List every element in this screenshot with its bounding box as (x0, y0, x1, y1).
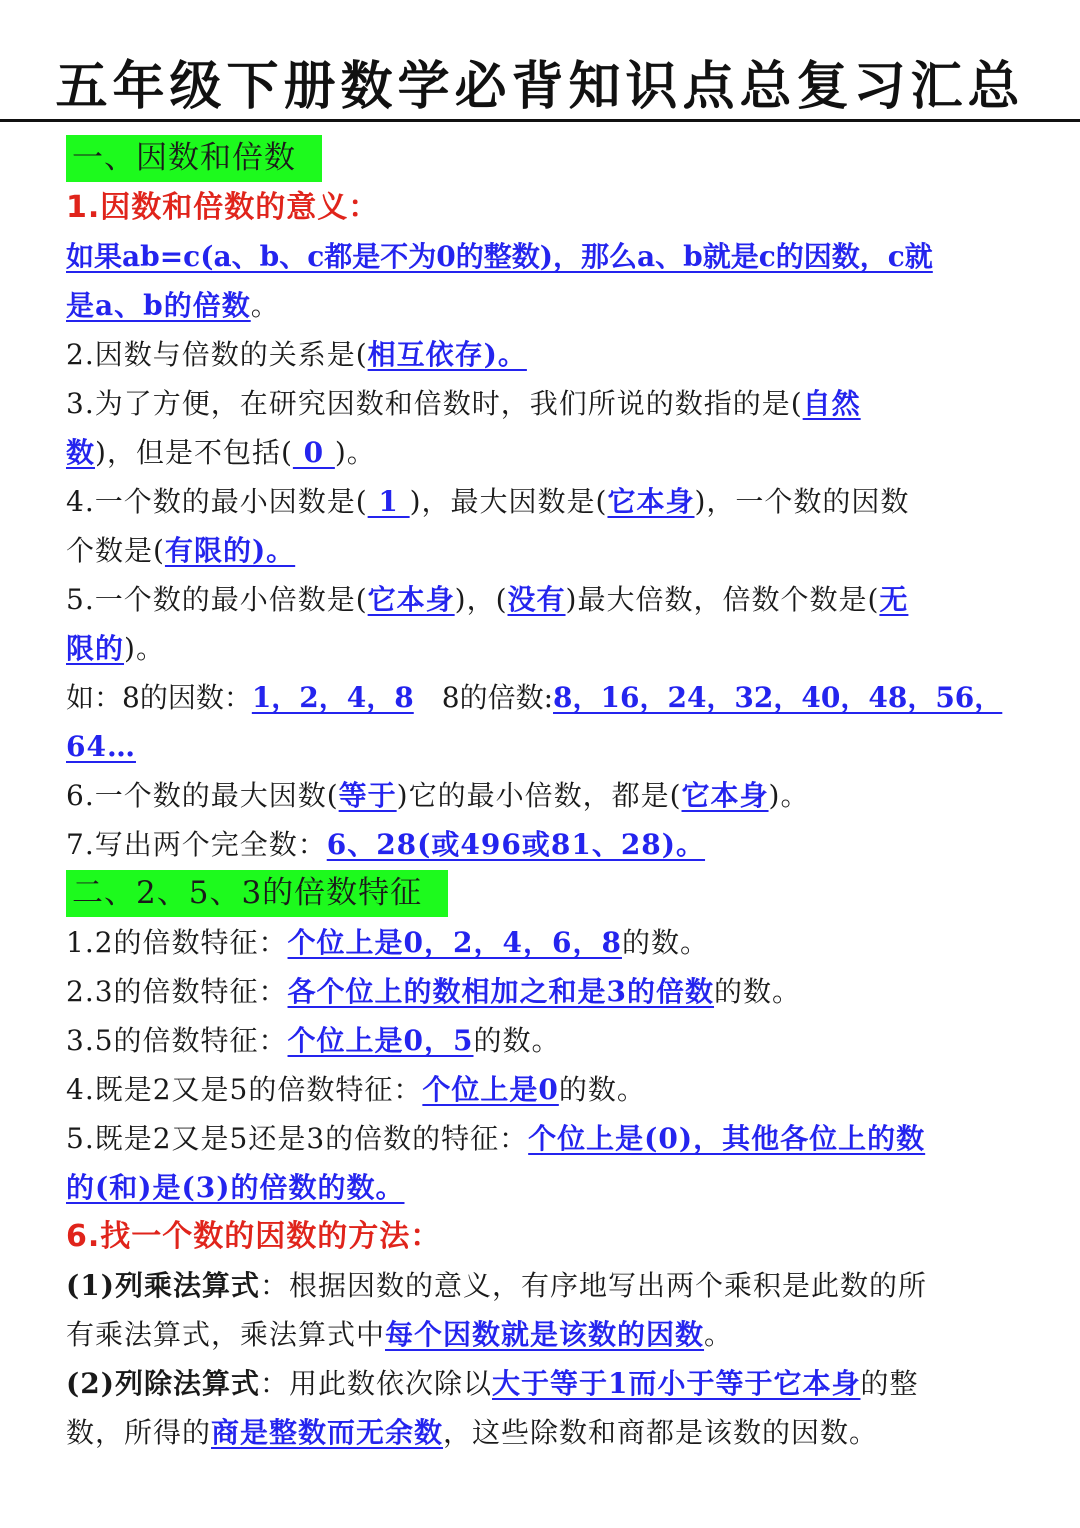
item-4-line-1 (66, 477, 1026, 526)
answer: 如果ab=c(a、b、c都是不为0的整数)，那么a、b就是c的因数，c就 (66, 240, 933, 273)
text: 的数。 (621, 926, 709, 959)
method-1-line-2 (66, 1310, 1026, 1359)
method-2-line-1 (66, 1359, 1026, 1408)
answer: 每个因数就是该数的因数 (385, 1318, 705, 1351)
heading-find-factors: 6.找一个数的因数的方法： (66, 1219, 442, 1254)
text: )，( (454, 583, 508, 616)
example-line-2 (66, 722, 1026, 771)
section-heading-multiple-features: 二、2、5、3的倍数特征 (66, 870, 448, 917)
text: 的数。 (558, 1073, 646, 1106)
text: 的数。 (473, 1024, 561, 1057)
answer: 0 (292, 436, 335, 469)
text: 5.既是2又是5还是3的倍数的特征： (66, 1122, 529, 1155)
item-4-line-2 (66, 526, 1026, 575)
text: )，一个数的因数 (694, 485, 910, 518)
item-5-line-2 (66, 624, 1026, 673)
text: 4.一个数的最小因数是( (66, 485, 368, 518)
item-3-line-2 (66, 428, 1026, 477)
answer: 有限的)。 (164, 534, 296, 567)
answer: 是a、b的倍数 (66, 289, 251, 322)
text: 个数是( (66, 534, 165, 567)
page-title: 五年级下册数学必背知识点总复习汇总 (55, 57, 1025, 117)
answer: 数 (66, 436, 96, 469)
text: )。 (768, 779, 810, 812)
answer: 个位上是0 (422, 1073, 559, 1106)
answer: 个位上是(0)，其他各位上的数 (528, 1122, 926, 1155)
text: )，但是不包括( (95, 436, 293, 469)
feature-5-line-1 (66, 1114, 1026, 1163)
text: 的数。 (714, 975, 802, 1008)
text: )它的最小倍数，都是( (396, 779, 682, 812)
method-1-line-1 (66, 1261, 1026, 1310)
text: 6.一个数的最大因数( (66, 779, 339, 812)
answer: 它本身 (367, 583, 455, 616)
answer: 商是整数而无余数 (211, 1416, 444, 1449)
answer: 个位上是0，5 (287, 1024, 474, 1057)
text: 5.一个数的最小倍数是( (66, 583, 368, 616)
answer: 它本身 (607, 485, 695, 518)
answer: 的(和)是(3)的倍数的数。 (66, 1171, 405, 1204)
text: 3.5的倍数特征： (66, 1024, 288, 1057)
answer: 它本身 (681, 779, 769, 812)
title-divider (0, 119, 1080, 122)
text: 。 (704, 1318, 734, 1351)
answer: 无 (879, 583, 909, 616)
method-2-line-2 (66, 1408, 1026, 1457)
answer: 1 (367, 485, 410, 518)
text: 如：8的因数： (66, 681, 252, 714)
feature-2 (66, 967, 1026, 1016)
answer: 个位上是0，2，4，6，8 (287, 926, 622, 959)
item-6 (66, 771, 1026, 820)
text: )最大倍数，倍数个数是( (565, 583, 880, 616)
text: 8的倍数: (413, 681, 554, 714)
answer: 各个位上的数相加之和是3的倍数 (287, 975, 715, 1008)
feature-4 (66, 1065, 1026, 1114)
answer: 6、28(或496或81、28)。 (326, 828, 706, 861)
method-label: (1)列乘法算式 (66, 1269, 260, 1302)
item-3-line-1 (66, 379, 1026, 428)
text: ，这些除数和商都是该数的因数。 (443, 1416, 879, 1449)
method-label: (2)列除法算式 (66, 1367, 260, 1400)
heading-meaning: 1.因数和倍数的意义： (66, 190, 380, 225)
text: )。 (124, 632, 165, 665)
text: 3.为了方便，在研究因数和倍数时，我们所说的数指的是( (66, 387, 803, 420)
text: ：根据因数的意义，有序地写出两个乘积是此数的所 (259, 1269, 927, 1302)
text: 7.写出两个完全数： (66, 828, 327, 861)
text: 有乘法算式，乘法算式中 (66, 1318, 386, 1351)
feature-5-line-2 (66, 1163, 1026, 1212)
item-1-line-2 (66, 281, 1026, 330)
text: 2.因数与倍数的关系是( (66, 338, 368, 371)
text: )。 (334, 436, 376, 469)
answer: 大于等于1而小于等于它本身 (492, 1367, 861, 1400)
item-5-line-1 (66, 575, 1026, 624)
text: 。 (250, 289, 280, 322)
answer: 限的 (66, 632, 125, 665)
answer: 等于 (338, 779, 397, 812)
text: 数，所得的 (66, 1416, 212, 1449)
answer: 8，16，24，32，40，48，56， (553, 681, 1003, 714)
answer: 64… (66, 730, 136, 763)
text: 2.3的倍数特征： (66, 975, 288, 1008)
item-7 (66, 820, 1026, 869)
text: 4.既是2又是5的倍数特征： (66, 1073, 423, 1106)
content (66, 134, 1026, 1457)
answer: 没有 (507, 583, 566, 616)
feature-1 (66, 918, 1026, 967)
text: )，最大因数是( (409, 485, 608, 518)
example-line-1 (66, 673, 1026, 722)
section-heading-factors-multiples: 一、因数和倍数 (66, 135, 322, 182)
answer: 相互依存)。 (367, 338, 527, 371)
text: ：用此数依次除以 (259, 1367, 492, 1400)
text: 的整 (860, 1367, 919, 1400)
text: 1.2的倍数特征： (66, 926, 288, 959)
answer: 自然 (802, 387, 861, 420)
feature-3 (66, 1016, 1026, 1065)
item-2 (66, 330, 1026, 379)
answer: 1，2，4，8 (251, 681, 414, 714)
item-1-line-1 (66, 232, 1026, 281)
